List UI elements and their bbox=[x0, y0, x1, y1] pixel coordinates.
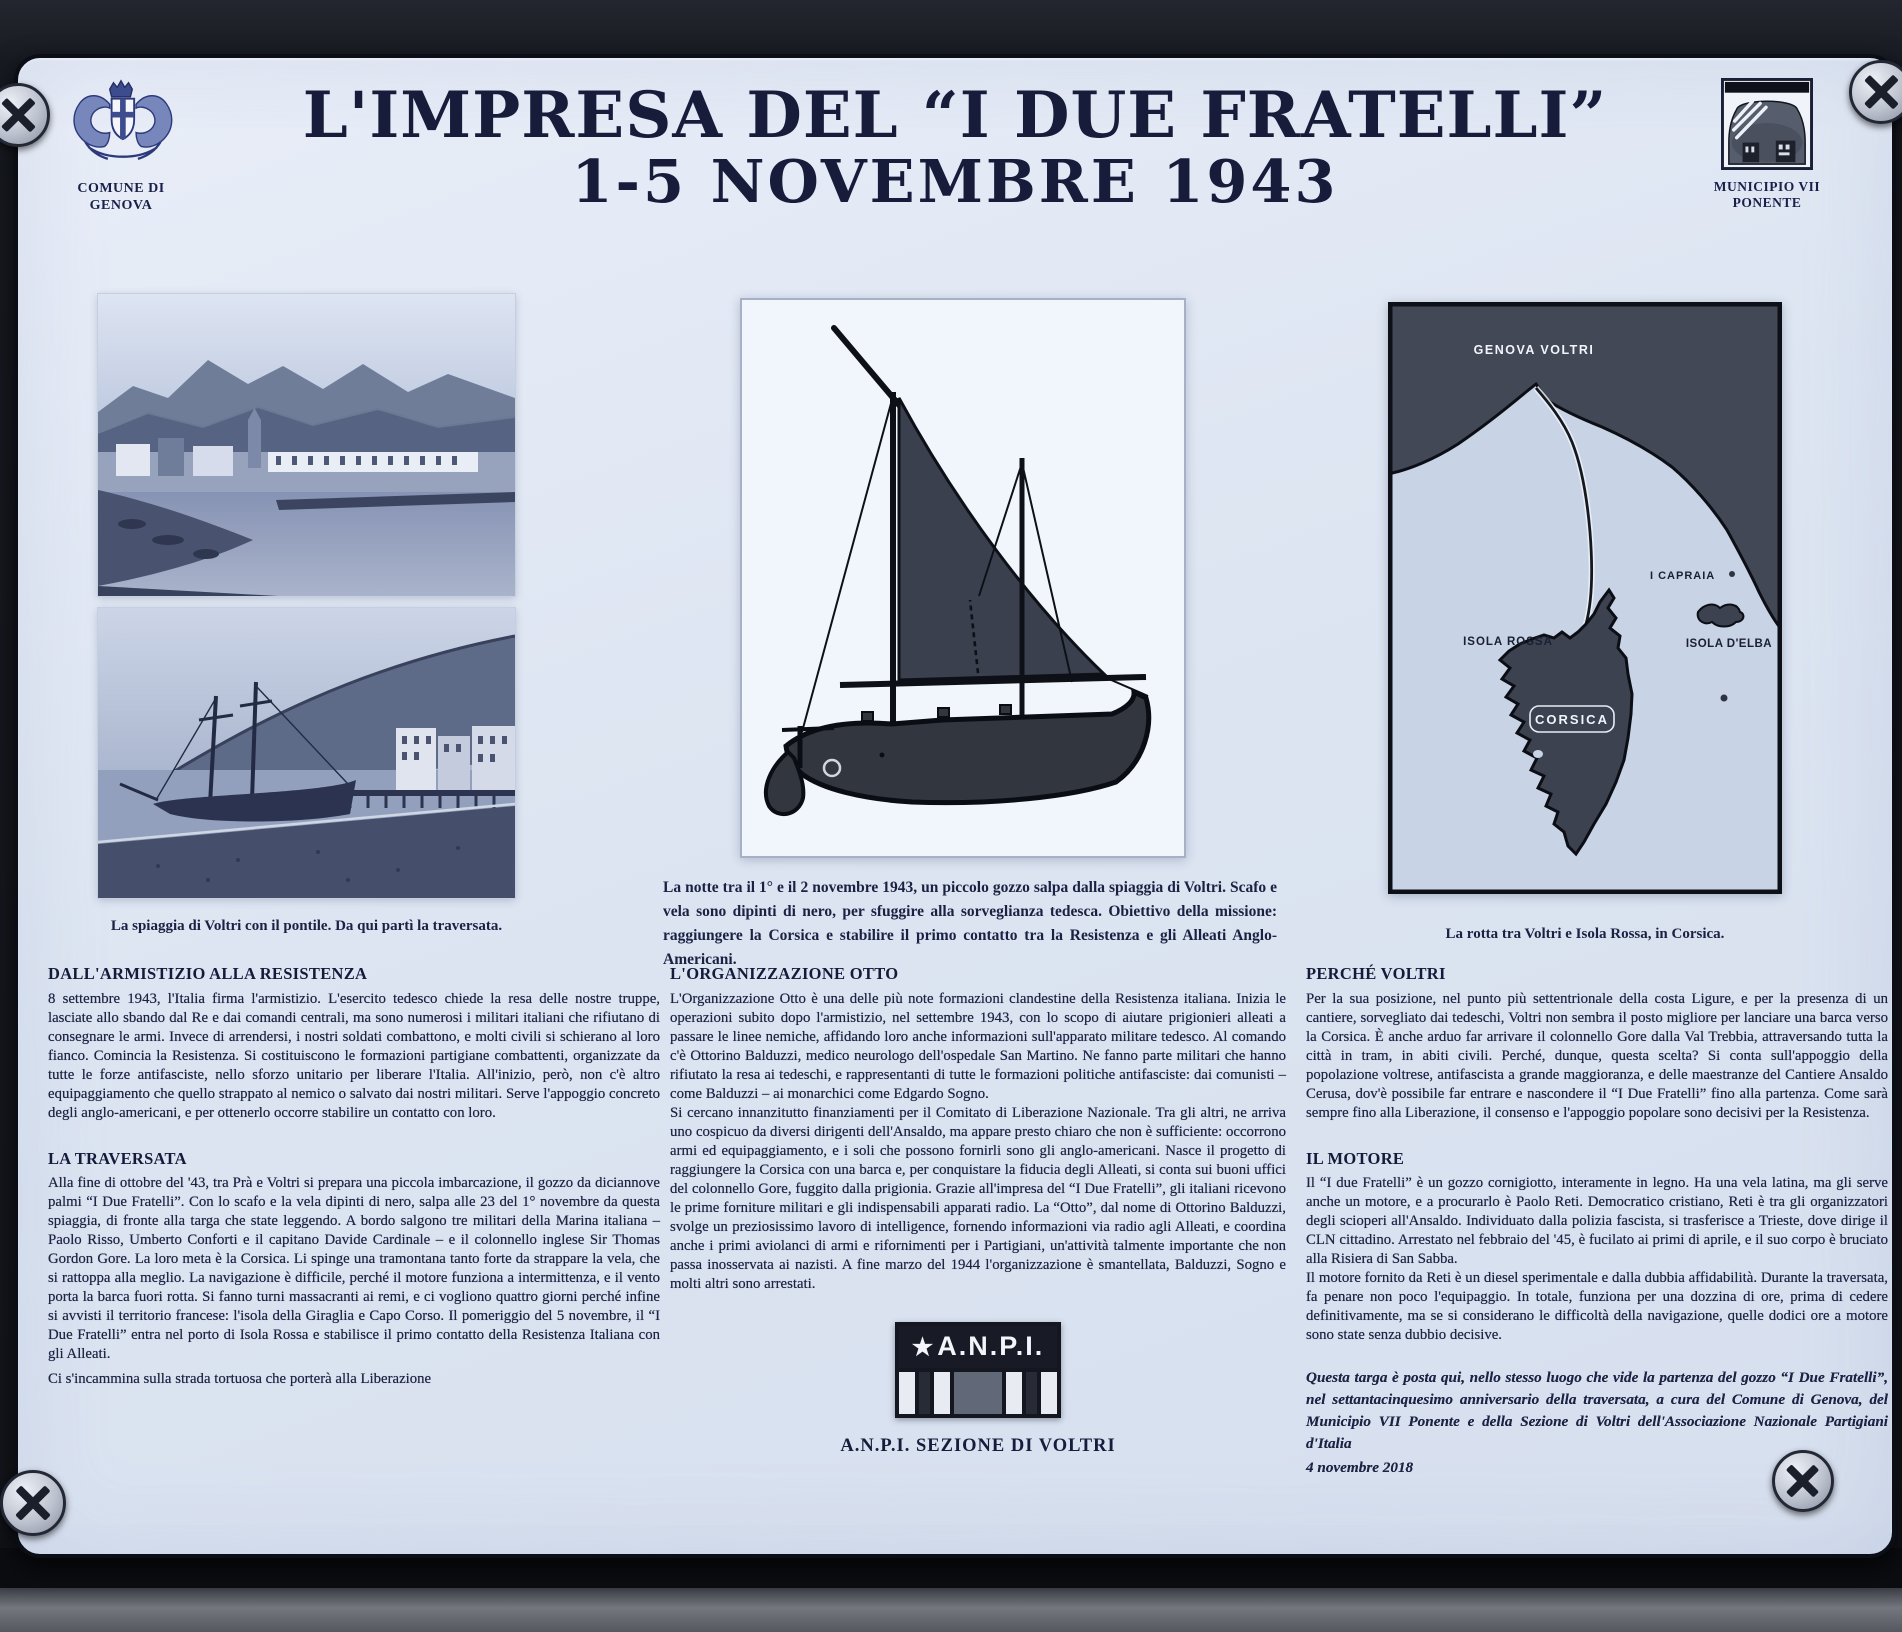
anpi-block bbox=[670, 1322, 1286, 1457]
section-title-organizzazione-otto: L'ORGANIZZAZIONE OTTO bbox=[670, 964, 899, 983]
floor-strip bbox=[0, 1588, 1902, 1632]
dedication-body: Questa targa è posta qui, nello stesso luogo che vide la partenza del gozzo “I Due Fratelli”, nel settantacinquesimo anniversario della traversata, a cura del Comune di Genova, del Municipio VII Ponente e della Sezione di Voltri dell'Associazione Nazionale Partigiani d'Italia bbox=[1306, 1369, 1888, 1453]
organizzazione-otto-paragraph-1: L'Organizzazione Otto è una delle più note formazioni clandestine della Resistenza italiana. Inizia le operazioni subito dopo l'armistizio, nel settembre 1943, con lo scopo di aiutare prigionieri alleati a passare le linee nemiche, affidando loro anche informazioni sull'apparato militare tedesco. Al comando c'è Ottorino Balduzzi, medico neurologo dell'ospedale San Martino. Ne fanno parte militari che hanno rifiutato la resa ai tedeschi, e rappresentanti di tutte le formazioni politiche antifasciste: dai comunisti – come Balduzzi – ai monarchici come Edgardo Sogno. bbox=[670, 990, 1286, 1102]
column-center bbox=[670, 964, 1286, 1457]
title-line-2: 1-5 NOVEMBRE 1943 bbox=[571, 146, 1339, 216]
section-title-il-motore: IL MOTORE bbox=[1306, 1148, 1405, 1168]
route-map bbox=[1388, 302, 1782, 894]
photo-voltri-beach-ship bbox=[98, 608, 515, 898]
section-title-armistizio: DALL'ARMISTIZIO ALLA RESISTENZA bbox=[48, 964, 368, 983]
comune-di-genova-label: COMUNE DI GENOVA bbox=[77, 181, 165, 213]
map-label-genova-voltri: GENOVA VOLTRI bbox=[1473, 343, 1595, 357]
photo-voltri-panorama bbox=[98, 294, 515, 596]
traversata-closing-line: Ci s'incammina sulla strada tortuosa che porterà alla Liberazione bbox=[48, 1371, 432, 1388]
voltri-photos-column bbox=[98, 294, 515, 938]
dedication-date: 4 novembre 2018 bbox=[1306, 1459, 1414, 1477]
column-right bbox=[1306, 964, 1902, 1479]
section-body-armistizio: 8 settembre 1943, l'Italia firma l'armistizio. L'esercito tedesco chiede la resa delle nostre truppe, lasciate allo sbando dal Re e dai comandi centrali, ma sono numerosi i militari italiani che rifiutano di consegnare le armi. Invece di arrendersi, i nostri soldati combattono, e molti civili si schierano al loro fianco. Comincia la Resistenza. Si costituiscono le formazioni partigiane combattenti, organizzate da tutte le forze antifasciste, nello sforzo unitario per liberare l'Italia. All'inizio, però, non c'è altro equipaggiamento che quello strappato al nemico o salvato dai nostri militari. Serve l'appoggio concreto degli anglo-americani, e per ottenerlo occorre stabilire un contatto con loro. bbox=[48, 990, 660, 1121]
screw-icon bbox=[0, 1470, 66, 1536]
column-left bbox=[48, 964, 660, 1389]
plaque bbox=[14, 54, 1896, 1558]
il-motore-paragraph-1: Il “I due Fratelli” è un gozzo cornigiotto, interamente in legno. Ha una vela latina, ma gli serve anche un motore, e a procurarlo è Paolo Reti. Democratico cristiano, Reti è tra gli organizzatori degli scioperi all'Ansaldo. Individuato dalla polizia fascista, si trasferisce a Trieste, dove dirige il CLN cittadino. Arrestato nel febbraio del '45, è fucilato ai primi di aprile, e il suo corpo è bruciato alla Risiera di San Sabba. bbox=[1306, 1175, 1888, 1268]
map-caption: La rotta tra Voltri e Isola Rossa, in Corsica. bbox=[1445, 926, 1725, 942]
photos-caption: La spiaggia di Voltri con il pontile. Da qui partì la traversata. bbox=[110, 918, 503, 934]
il-motore-paragraph-2: Il motore fornito da Reti è un diesel sperimentale e dalla dubbia affidabilità. Durante la traversata, fa penare non poco l'equipaggio. In totale, funziona per una dozzina di ore, prima di cedere definitivamente, ma se si considerano le difficoltà della navigazione, quelle dodici ore a motore sono state senza dubbio decisive. bbox=[1306, 1270, 1888, 1344]
municipio-vii-ponente-logo bbox=[1682, 78, 1852, 211]
anpi-logo bbox=[895, 1322, 1061, 1418]
section-title-traversata: LA TRAVERSATA bbox=[48, 1148, 187, 1168]
section-body-traversata: Alla fine di ottobre del '43, tra Prà e Voltri si prepara una piccola imbarcazione, il gozzo da diciannove palmi “I Due Fratelli”. Con lo scafo e la vela dipinti di nero, salpa alle 23 del 1° novembre da questa spiaggia, di fronte alla targa che state leggendo. A bordo salgono tre militari della Marina italiana – Paolo Risso, Umberto Conforti e il capitano Davide Cardinale – e il colonnello inglese Sir Thomas Gordon Gore. La loro meta è la Corsica. Li spinge una tramontana tanto forte da strappare la vela, che si rattoppa alla meglio. La navigazione è difficile, perché il motore funziona a intermittenza, e il vento porta la barca fuori rotta. Si fanno turni massacranti ai remi, e ci vogliono quattro giorni perché infine si avvisti il territorio francese: l'isola della Giraglia e Capo Corso. Il pomeriggio del 5 novembre, il “I Due Fratelli” entra nel porto di Isola Rossa e stabilisce il primo contatto della Resistenza Italiana con gli Alleati. bbox=[48, 1175, 660, 1363]
municipio-vii-ponente-label: MUNICIPIO VII PONENTE bbox=[1713, 179, 1821, 211]
boat-caption: La notte tra il 1° e il 2 novembre 1943, un piccolo gozzo salpa dalla spiaggia di Voltri. Scafo e vela sono dipinti di nero, per sfuggire alla sorveglianza tedesca. Obiettivo della missione: raggiungere la Corsica e stabilire il primo contatto tra la Resistenza e gli Alleati Anglo-Americani. bbox=[663, 879, 1277, 968]
section-title-perche-voltri: PERCHÉ VOLTRI bbox=[1306, 964, 1446, 983]
plaque-title bbox=[18, 78, 1892, 216]
boat-illustration-panel bbox=[740, 298, 1186, 858]
anpi-logo-text bbox=[899, 1326, 1057, 1368]
anpi-acronym: A.N.P.I. bbox=[937, 1330, 1045, 1361]
star-icon: ★ bbox=[911, 1333, 936, 1361]
anpi-section-caption: A.N.P.I. SEZIONE DI VOLTRI bbox=[840, 1435, 1116, 1456]
map-label-isola-delba: ISOLA D'ELBA bbox=[1685, 638, 1773, 650]
section-body-perche-voltri: Per la sua posizione, nel punto più settentrionale della costa Ligure, e per la presenza di un cantiere, sorvegliato dai tedeschi, Voltri non sembra il posto migliore per lanciare una barca verso la Corsica. È anche arduo far arrivare il colonnello Gore dalla Val Trebbia, attraversando tutta la città in tram, in abiti civili. Perché, dunque, questa scelta? Si conta sull'appoggio della popolazione voltrese, antifascista a grande maggioranza, e delle maestranze del Cantiere Ansaldo Cerusa, dov'è possibile far entrare e nascondere il “I Due Fratelli” fino alla partenza. Come sarà sempre fino alla Liberazione, il consenso e l'appoggio popolare sono decisivi per la Resistenza. bbox=[1306, 990, 1888, 1121]
map-label-capraia: I CAPRAIA bbox=[1650, 570, 1716, 582]
title-line-1: L'IMPRESA DEL “I DUE FRATELLI” bbox=[302, 78, 1608, 153]
gozzo-boat-drawing bbox=[742, 300, 1184, 856]
organizzazione-otto-paragraph-2: Si cercano innanzitutto finanziamenti per il Comitato di Liberazione Nazionale. Tra gli altri, ne arriva uno cospicuo da diversi dirigenti dell'Ansaldo, ma appare presto chiaro che non è sufficiente: occorrono armi ed equipaggiamento, e i soli che possono fornirli sono gli anglo-americani. Nasce il progetto di raggiungere la Corsica con una barca e, per conquistare la fiducia degli Alleati, si conta sui buoni uffici del colonnello Gore, fuggito dalla prigionia. Grazie all'impresa del “I Due Fratelli”, gli italiani ricevono le prime forniture militari e gli indispensabili apparati radio. La “Otto”, dal nome di Ottorino Balduzzi, svolge un preziosissimo lavoro di intelligence, fornendo informazioni via radio agli Alleati, e coordina anche i primi aviolanci di armi e rifornimenti per i Partigiani, un'attività talmente importante che non passa inosservata ai nazisti. A fine marzo del 1944 l'organizzazione è smantellata, Balduzzi, Sogno e molti altri sono arrestati. bbox=[670, 1104, 1286, 1292]
municipio-vii-ponente-emblem-icon bbox=[1721, 78, 1813, 170]
map-label-isola-rossa: ISOLA ROSSA bbox=[1463, 636, 1553, 648]
map-label-corsica: CORSICA bbox=[1535, 712, 1609, 727]
anpi-flag-icon bbox=[899, 1368, 1057, 1414]
route-map-panel bbox=[1388, 302, 1782, 894]
screw-icon bbox=[1772, 1450, 1834, 1512]
